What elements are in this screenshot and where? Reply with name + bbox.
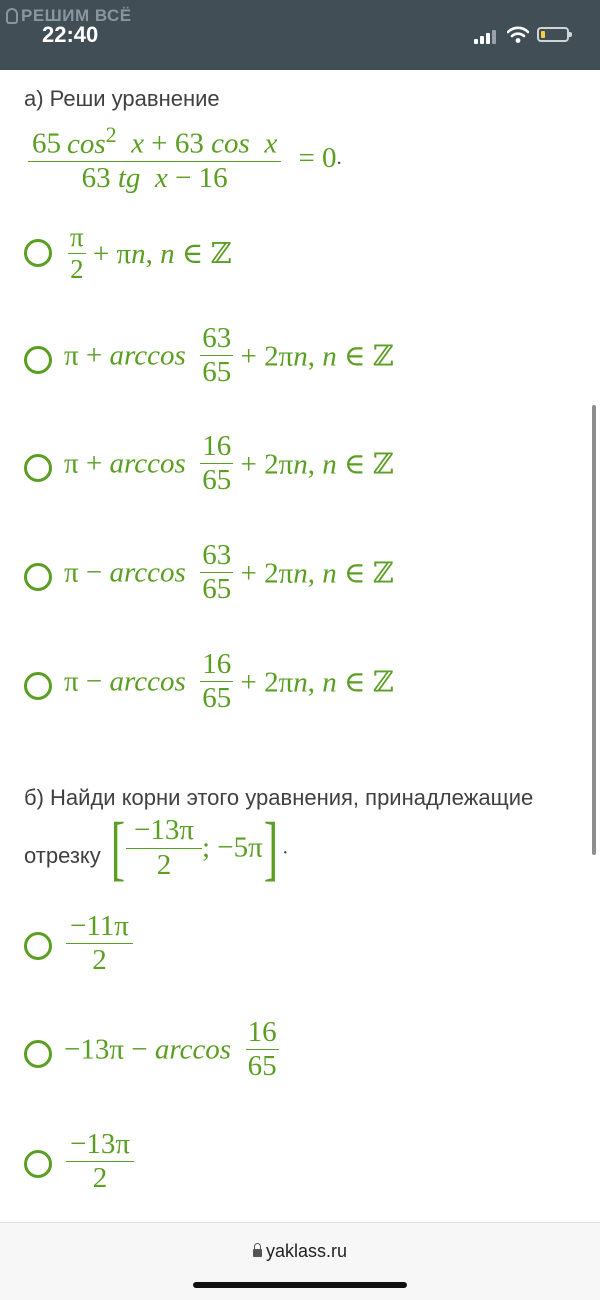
radio-button[interactable] bbox=[24, 1040, 52, 1068]
option-label: $\frac{-13\pi}{2}$ bbox=[66, 1128, 134, 1196]
equation: $\frac{65 \cos^2 x + 63 \cos x}{\text{63 tg x − 16}}$ = 0. bbox=[28, 122, 342, 195]
option-a-1[interactable] bbox=[0, 222, 600, 322]
lightbulb-icon bbox=[6, 8, 18, 24]
wifi-icon bbox=[507, 26, 529, 44]
interval: [ $\frac{-13\pi}{2}$ ; −5π] . bbox=[110, 808, 288, 888]
signal-icon bbox=[474, 28, 498, 44]
option-label: π + arccos $\frac{16}{65}$ + 2πn, n ∈ ℤ bbox=[64, 430, 394, 497]
home-indicator[interactable] bbox=[193, 1282, 407, 1288]
option-b-1[interactable] bbox=[0, 910, 600, 1010]
option-b-3[interactable] bbox=[0, 1128, 600, 1228]
radio-button[interactable] bbox=[24, 454, 52, 482]
option-a-3[interactable] bbox=[0, 430, 600, 536]
option-a-2[interactable] bbox=[0, 322, 600, 428]
option-label: π − arccos $\frac{16}{65}$ + 2πn, n ∈ ℤ bbox=[64, 648, 394, 715]
option-label: π − arccos $\frac{63}{65}$ + 2πn, n ∈ ℤ bbox=[64, 539, 394, 606]
lock-icon bbox=[253, 1249, 262, 1257]
radio-button[interactable] bbox=[24, 563, 52, 591]
part-b-prompt-line2: отрезку bbox=[24, 843, 101, 868]
scrollbar[interactable] bbox=[592, 405, 596, 855]
option-label: $\frac{\pi}{2}$ + πn, n ∈ ℤ bbox=[70, 222, 232, 285]
battery-icon bbox=[537, 27, 569, 42]
browser-address-bar[interactable] bbox=[0, 1222, 600, 1300]
option-a-5[interactable] bbox=[0, 648, 600, 754]
radio-button[interactable] bbox=[24, 1150, 52, 1178]
url-text: yaklass.ru bbox=[265, 1241, 348, 1261]
url-display[interactable] bbox=[0, 1241, 600, 1262]
part-b-prompt: б) Найди корни этого уравнения, принадлежащие bbox=[24, 785, 534, 810]
option-b-2[interactable] bbox=[0, 1016, 600, 1120]
option-a-4[interactable] bbox=[0, 539, 600, 645]
part-a-prompt: а) Реши уравнение bbox=[24, 86, 220, 111]
clock: 22:40 bbox=[42, 22, 99, 47]
watermark-text: РЕШИМ ВСЁ bbox=[21, 6, 132, 25]
equation-fraction: $\frac{65 \cos^2 x + 63 \cos x}{\text{63 tg x − 16}}$ bbox=[28, 122, 281, 195]
radio-button[interactable] bbox=[24, 346, 52, 374]
option-label: $\frac{-11\pi}{2}$ bbox=[66, 910, 133, 978]
radio-button[interactable] bbox=[24, 239, 52, 267]
radio-button[interactable] bbox=[24, 932, 52, 960]
status-bar bbox=[0, 0, 600, 70]
task-content bbox=[0, 70, 600, 1220]
radio-button[interactable] bbox=[24, 672, 52, 700]
option-label: π + arccos $\frac{63}{65}$ + 2πn, n ∈ ℤ bbox=[64, 322, 394, 389]
option-label: −13π − arccos $\frac{16}{65}$ bbox=[64, 1016, 277, 1083]
